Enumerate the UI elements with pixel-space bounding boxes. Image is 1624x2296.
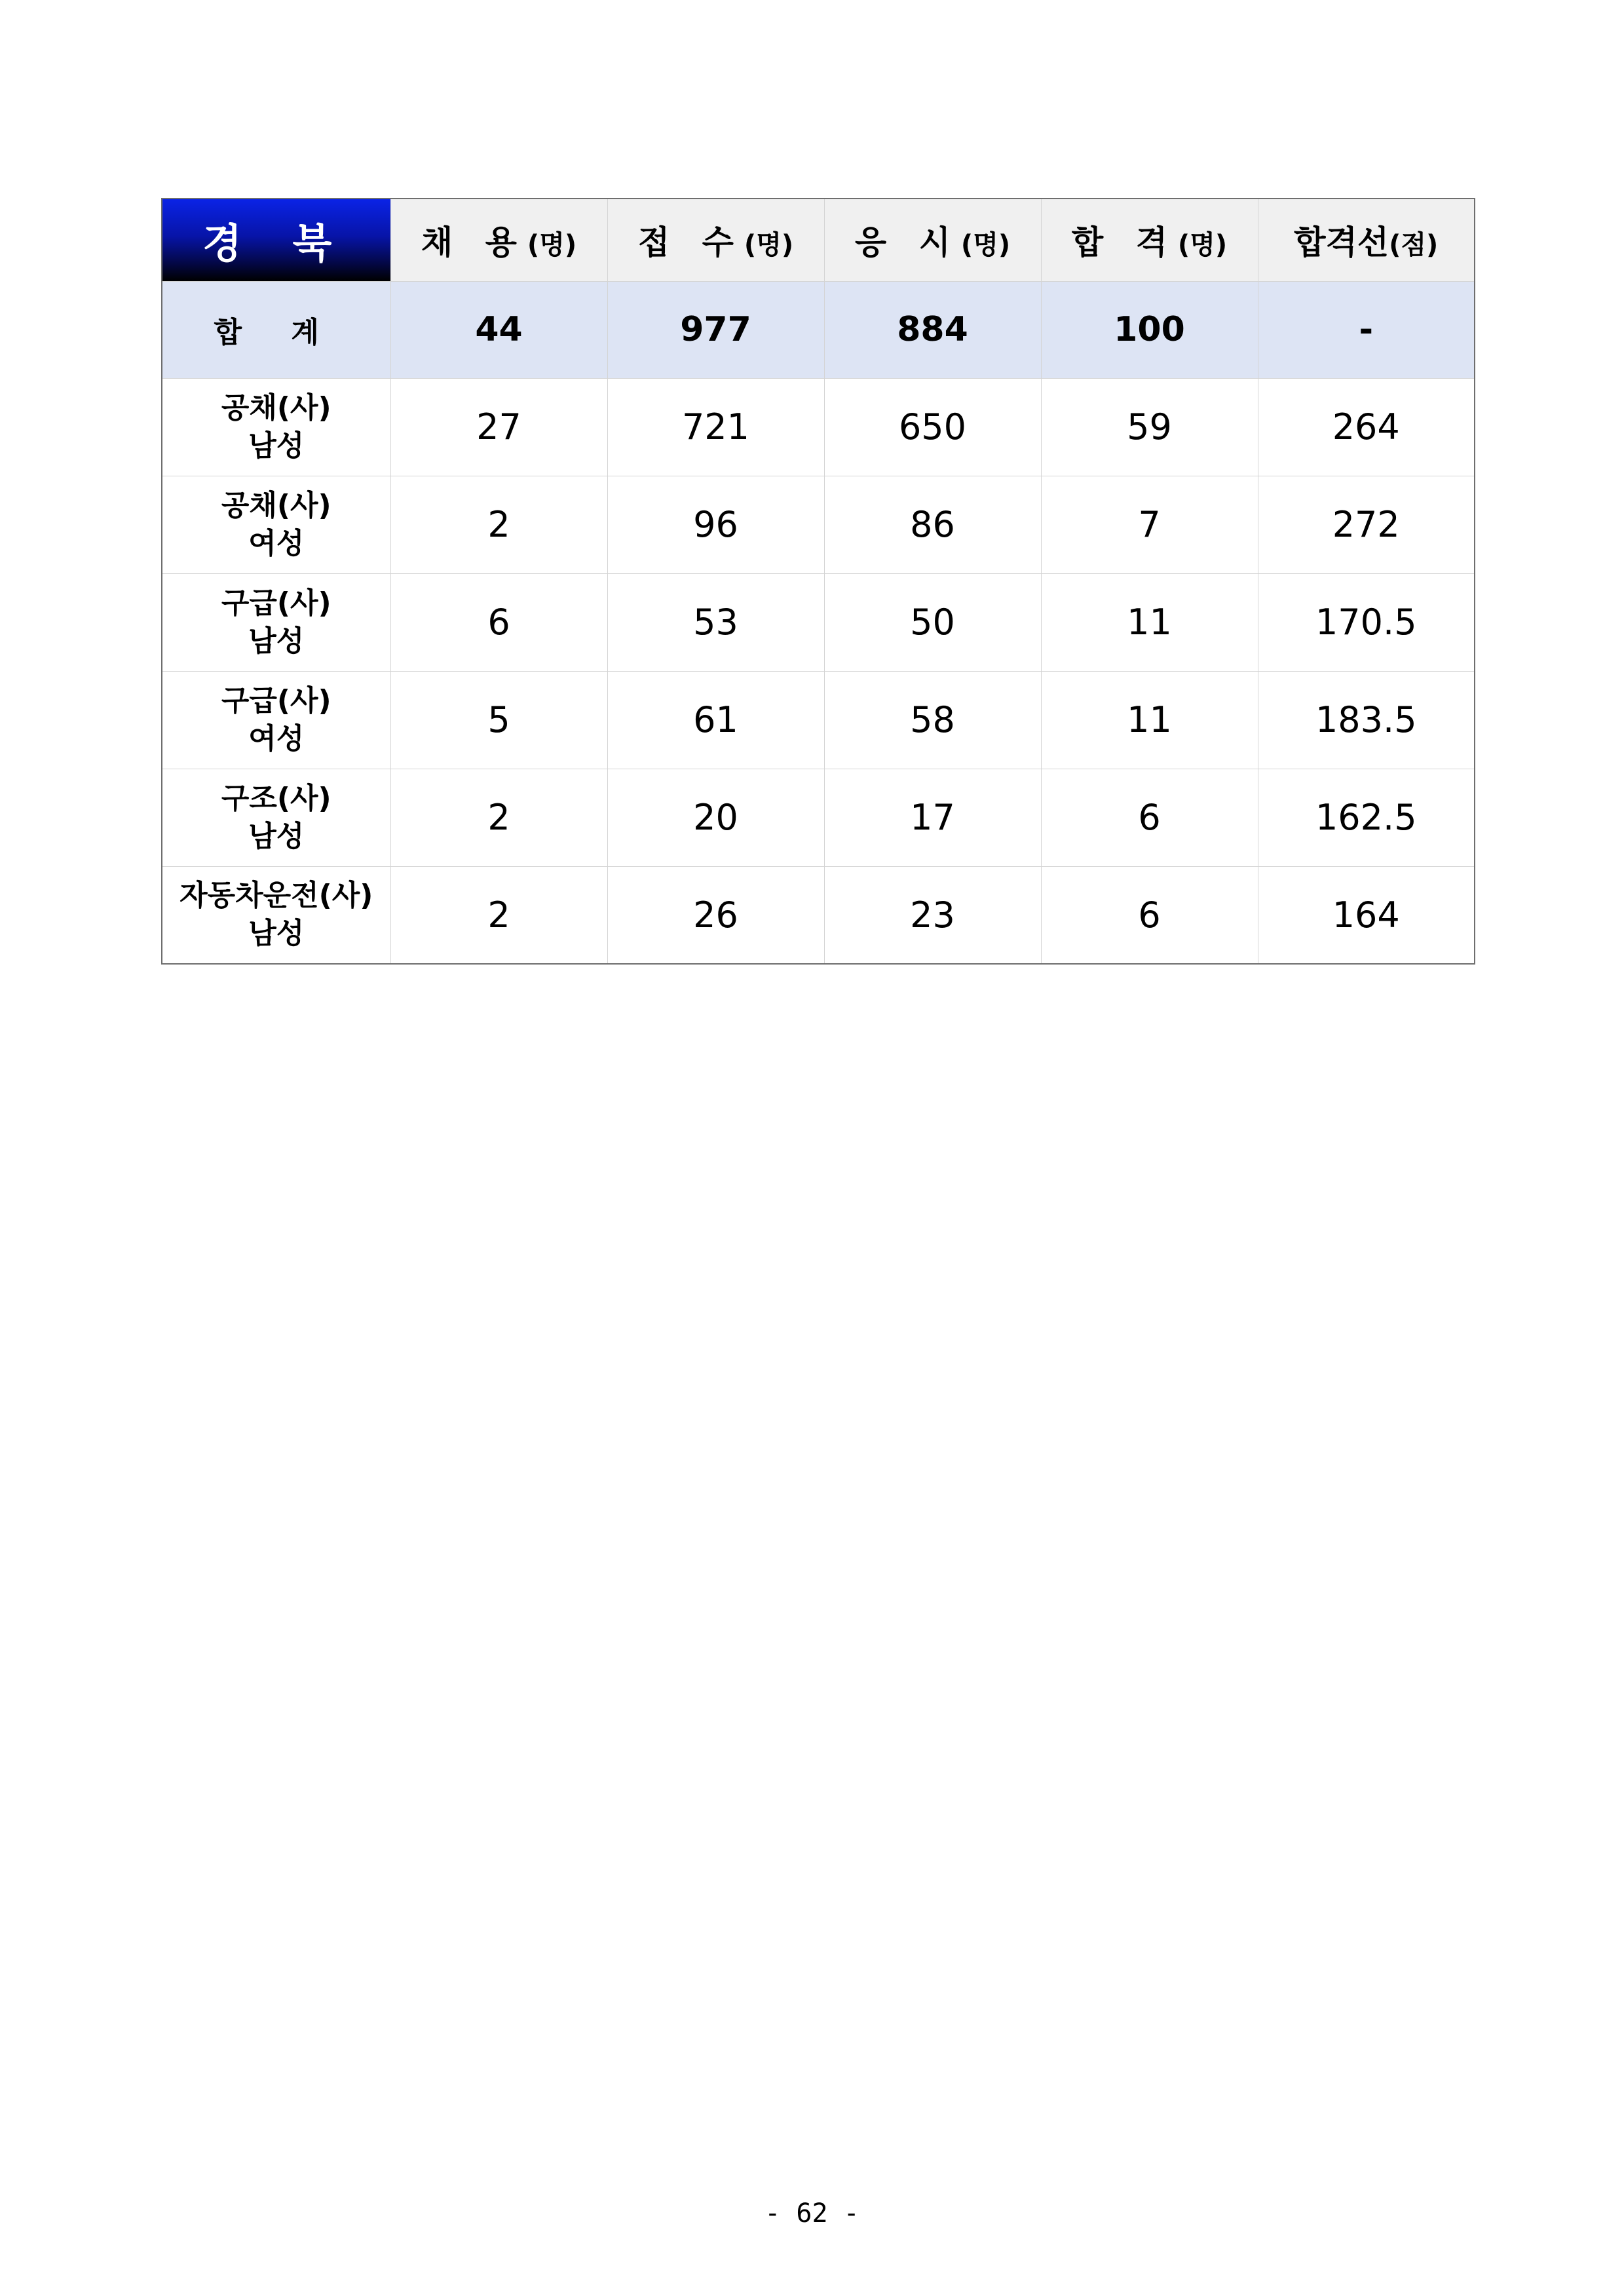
cell-applied: 20 bbox=[607, 769, 824, 866]
cell-cutoff: 170.5 bbox=[1258, 573, 1475, 671]
row-label: 구조(사) 남성 bbox=[162, 769, 390, 866]
row-label: 공채(사) 남성 bbox=[162, 378, 390, 476]
cell-hired: 27 bbox=[390, 378, 607, 476]
total-applied: 977 bbox=[607, 281, 824, 378]
cell-applied: 721 bbox=[607, 378, 824, 476]
cell-hired: 2 bbox=[390, 769, 607, 866]
cell-passed: 6 bbox=[1041, 769, 1258, 866]
table-row bbox=[162, 671, 1475, 769]
page-number: - 62 - bbox=[765, 2198, 859, 2229]
header-applied: 접 수(명) bbox=[607, 199, 824, 281]
cell-examined: 17 bbox=[824, 769, 1041, 866]
table-row bbox=[162, 866, 1475, 964]
table-row bbox=[162, 476, 1475, 573]
total-cutoff: - bbox=[1258, 281, 1475, 378]
cell-cutoff: 164 bbox=[1258, 866, 1475, 964]
cell-passed: 6 bbox=[1041, 866, 1258, 964]
cell-applied: 61 bbox=[607, 671, 824, 769]
total-hired: 44 bbox=[390, 281, 607, 378]
cell-cutoff: 264 bbox=[1258, 378, 1475, 476]
cell-examined: 58 bbox=[824, 671, 1041, 769]
cell-cutoff: 272 bbox=[1258, 476, 1475, 573]
cell-passed: 7 bbox=[1041, 476, 1258, 573]
row-label: 구급(사) 여성 bbox=[162, 671, 390, 769]
cell-applied: 96 bbox=[607, 476, 824, 573]
header-cutoff: 합격선(점) bbox=[1258, 199, 1475, 281]
cell-cutoff: 183.5 bbox=[1258, 671, 1475, 769]
table-row bbox=[162, 573, 1475, 671]
cell-applied: 26 bbox=[607, 866, 824, 964]
header-examined: 응 시(명) bbox=[824, 199, 1041, 281]
cell-hired: 2 bbox=[390, 476, 607, 573]
table-row bbox=[162, 769, 1475, 866]
table-row bbox=[162, 378, 1475, 476]
cell-hired: 2 bbox=[390, 866, 607, 964]
cell-passed: 59 bbox=[1041, 378, 1258, 476]
cell-passed: 11 bbox=[1041, 671, 1258, 769]
row-label: 구급(사) 남성 bbox=[162, 573, 390, 671]
cell-hired: 5 bbox=[390, 671, 607, 769]
recruitment-results-table bbox=[161, 198, 1475, 965]
header-hired: 채 용(명) bbox=[390, 199, 607, 281]
row-label: 자동차운전(사) 남성 bbox=[162, 866, 390, 964]
cell-hired: 6 bbox=[390, 573, 607, 671]
region-title: 경 북 bbox=[162, 199, 390, 281]
cell-examined: 86 bbox=[824, 476, 1041, 573]
cell-examined: 650 bbox=[824, 378, 1041, 476]
row-label: 공채(사) 여성 bbox=[162, 476, 390, 573]
cell-examined: 23 bbox=[824, 866, 1041, 964]
cell-applied: 53 bbox=[607, 573, 824, 671]
cell-passed: 11 bbox=[1041, 573, 1258, 671]
cell-examined: 50 bbox=[824, 573, 1041, 671]
total-row bbox=[162, 281, 1475, 378]
total-examined: 884 bbox=[824, 281, 1041, 378]
total-label: 합 계 bbox=[162, 281, 390, 378]
total-passed: 100 bbox=[1041, 281, 1258, 378]
cell-cutoff: 162.5 bbox=[1258, 769, 1475, 866]
header-row bbox=[162, 199, 1475, 281]
header-passed: 합 격(명) bbox=[1041, 199, 1258, 281]
